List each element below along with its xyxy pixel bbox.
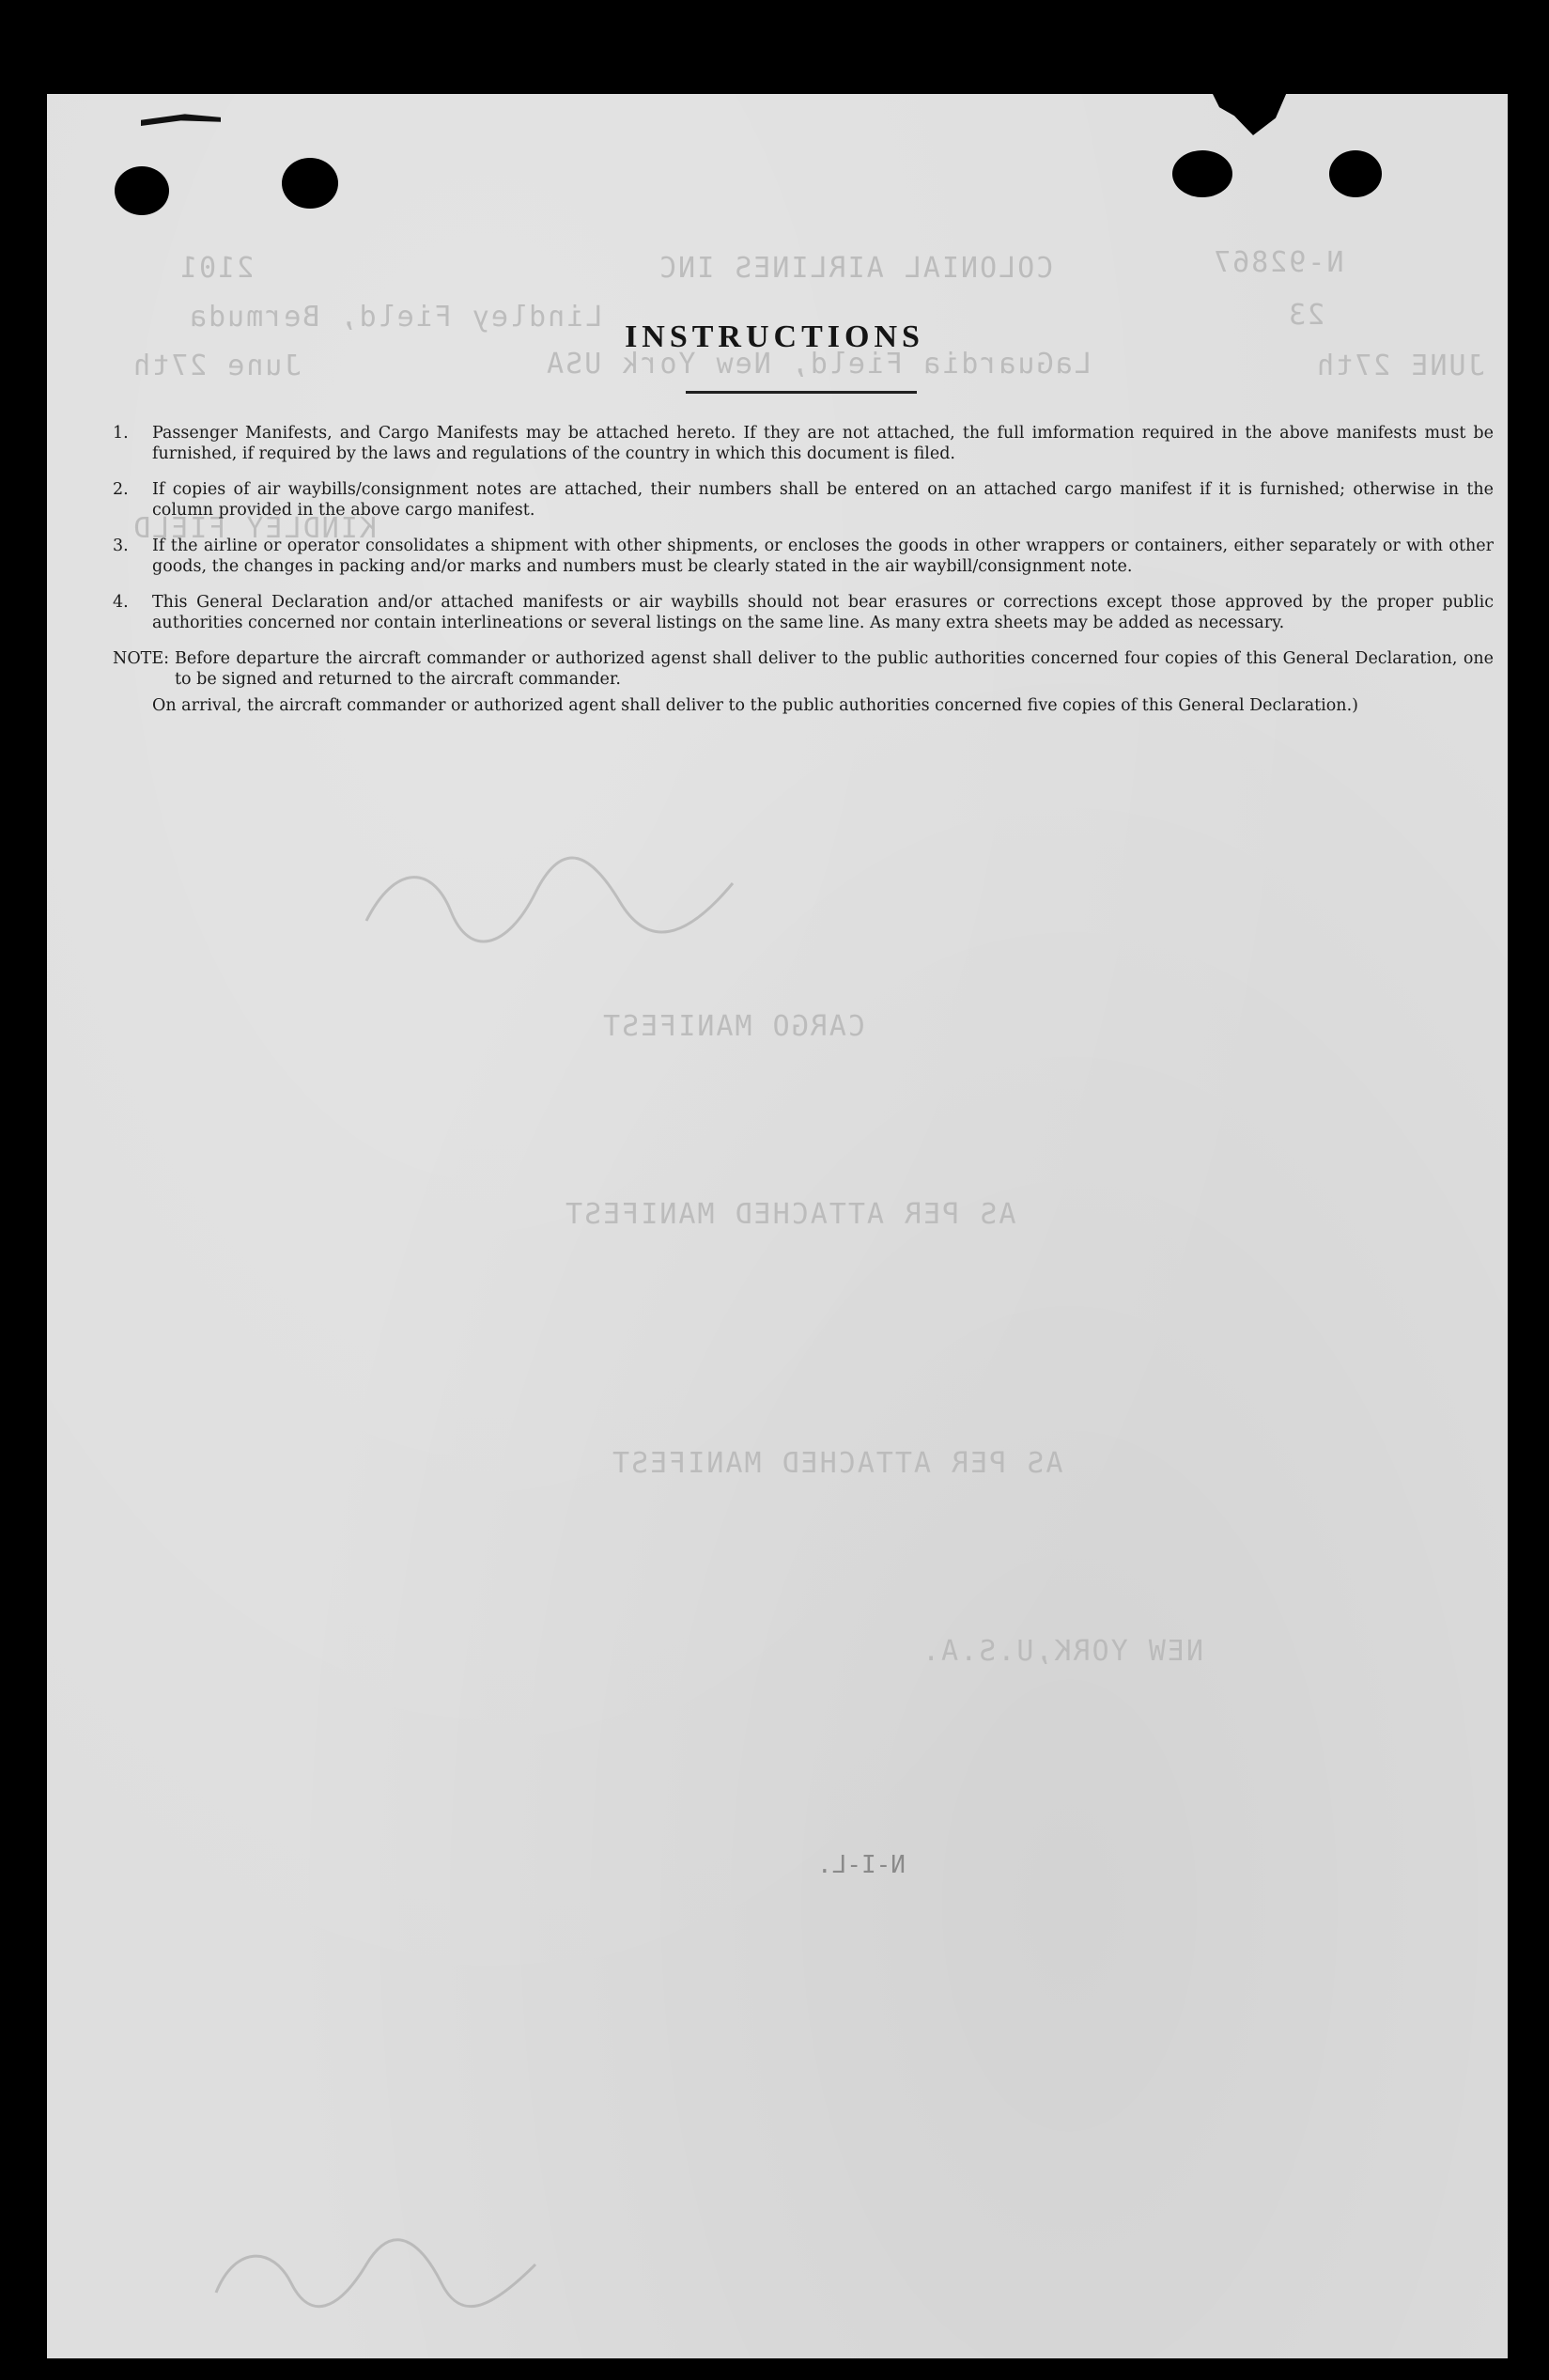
instructions-list (113, 423, 1494, 716)
item-text: If copies of air waybills/consignment notes are attached, their numbers shall be entered on an attached cargo manifest if it is furnished; otherwise in the column provided in the above cargo manifest. (152, 480, 1494, 520)
punch-hole (115, 166, 169, 215)
bleed-through-text: N-I-L. (817, 1851, 906, 1879)
bleed-through-text: 23 (1287, 299, 1325, 332)
page-title: INSTRUCTIONS (625, 319, 924, 354)
list-item (113, 479, 1494, 521)
bleed-through-text: JUNE 27th (1315, 350, 1485, 382)
bleed-through-text: AS PER ATTACHED MANIFEST (564, 1198, 1016, 1231)
bleed-through-text: KINDLEY FIELD (132, 512, 377, 545)
bleed-through-text: Lindley Field, Bermuda (188, 301, 603, 334)
list-item (113, 423, 1494, 464)
title-underline (686, 391, 917, 394)
item-text: This General Declaration and/or attached manifests or air waybills should not bear erasures or corrections except those approved by the proper public authorities concerned nor contain interlineations or several listings on the same line. As many extra sheets may be added as necessary. (152, 593, 1494, 632)
bleed-through-text: AS PER ATTACHED MANIFEST (611, 1447, 1063, 1480)
handwriting-bleed (357, 846, 751, 958)
bleed-through-text: LaGuardia Field, New York USA (545, 348, 1092, 381)
bleed-through-text: CARGO MANIFEST (601, 1010, 865, 1043)
note-block (113, 648, 1494, 690)
bleed-through-text: 2101 (178, 252, 255, 285)
item-number: 2. (113, 480, 129, 499)
item-text: If the airline or operator consolidates a shipment with other shipments, or encloses the goods in other wrappers or containers, either separately or with other goods, the changes in packing and/or marks and numbers must be clearly stated in the air waybill/consignment note. (152, 537, 1494, 576)
bleed-through-text: June 27th (132, 350, 302, 382)
punch-hole (1329, 150, 1382, 197)
note-label: NOTE: (113, 649, 170, 668)
punch-hole (1172, 150, 1232, 197)
list-item (113, 536, 1494, 577)
handwriting-bleed (207, 2236, 545, 2321)
item-number: 4. (113, 593, 129, 612)
bleed-through-text: N-92867 (1212, 246, 1344, 279)
punch-hole (282, 158, 338, 209)
note-text: Before departure the aircraft commander or authorized agenst shall deliver to the public authorities concerned four copies of this General Declaration, one to be signed and returned to the aircraft commander. (175, 649, 1494, 689)
list-item (113, 592, 1494, 633)
arrival-note: On arrival, the aircraft commander or authorized agent shall deliver to the public authorities concerned five copies of this General Declaration.) (152, 696, 1358, 715)
bleed-through-text: NEW YORK,U.S.A. (921, 1635, 1203, 1668)
item-number: 1. (113, 424, 129, 443)
item-text: Passenger Manifests, and Cargo Manifests may be attached hereto. If they are not attached, the full imformation required in the above manifests must be furnished, if required by the laws and regulations of the country in which this document is filed. (152, 424, 1494, 463)
bleed-through-text: COLONIAL AIRLINES INC (658, 252, 1054, 285)
item-number: 3. (113, 537, 129, 555)
